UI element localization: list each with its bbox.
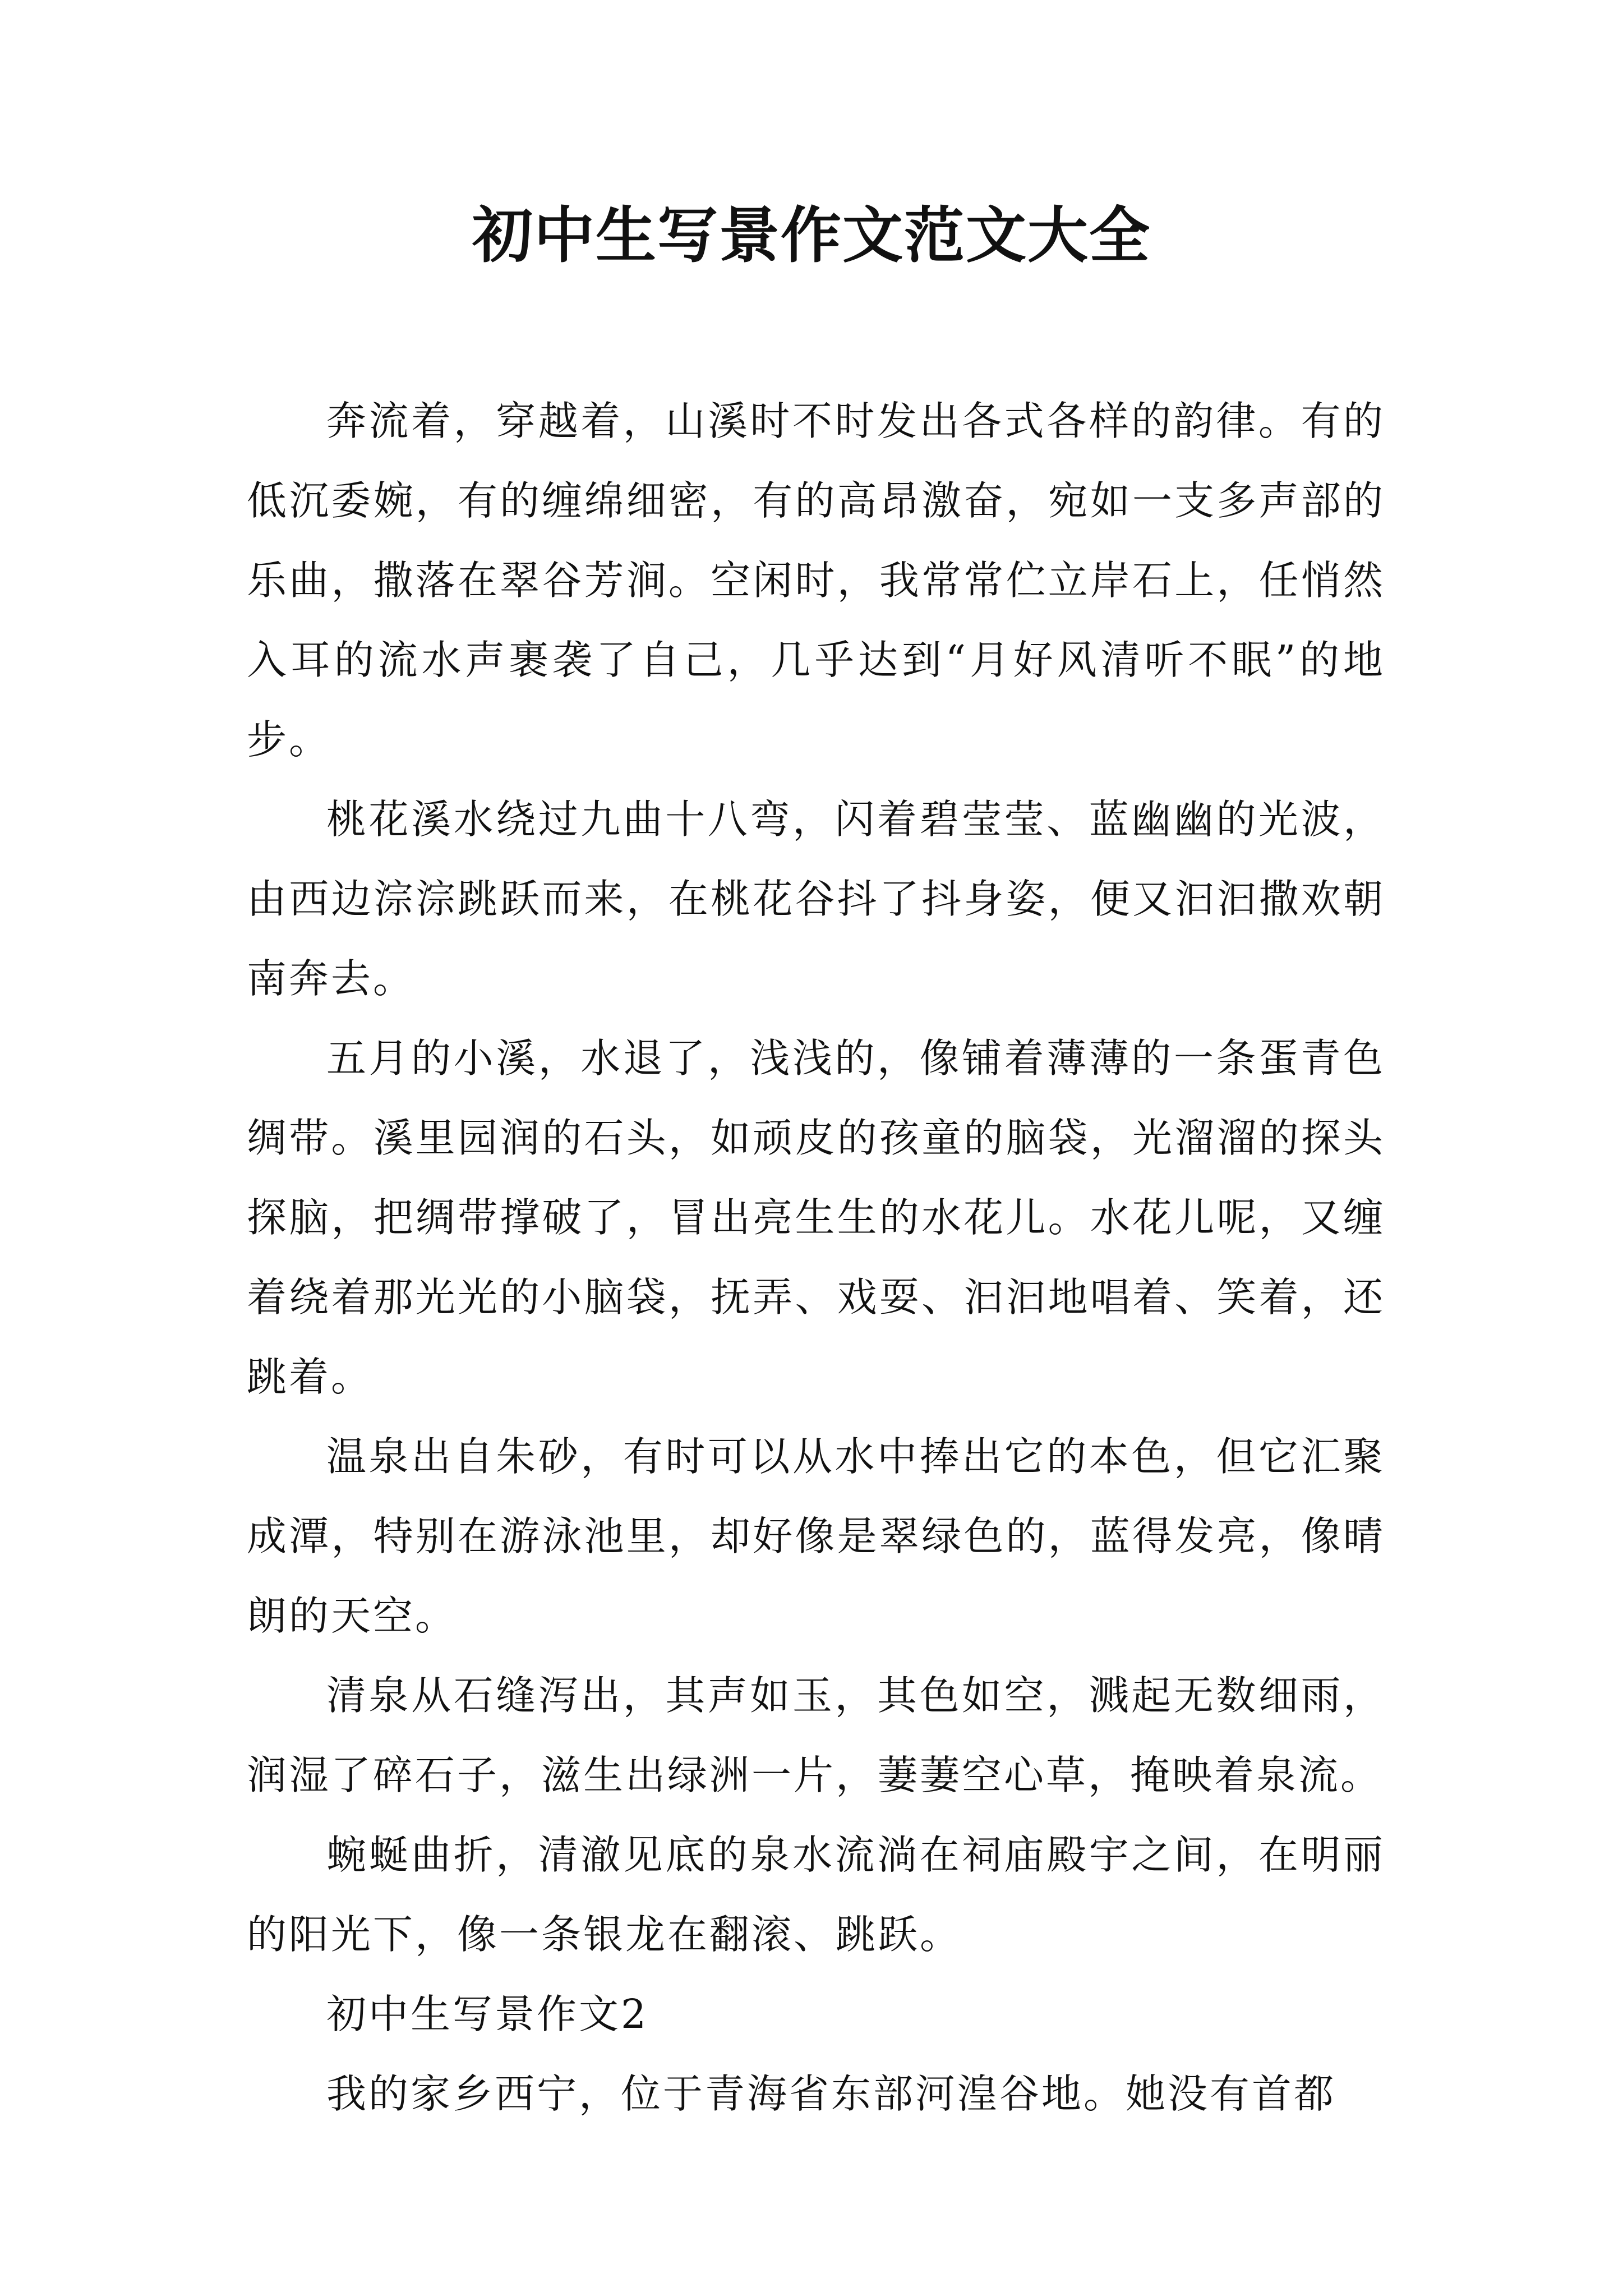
paragraph: 五月的小溪，水退了，浅浅的，像铺着薄薄的一条蛋青色绸带。溪里园润的石头，如顽皮的孩童的脑袋，光溜溜的探头探脑，把绸带撑破了，冒出亮生生的水花儿。水花儿呢，又缠着绕着那光光的小脑袋，抚弄、戏耍、汩汩地唱着、笑着，还跳着。 [247, 1035, 1385, 1400]
paragraph: 奔流着，穿越着，山溪时不时发出各式各样的韵律。有的低沉委婉，有的缠绵细密，有的高昂激奋，宛如一支多声部的乐曲，撒落在翠谷芳涧。空闲时，我常常伫立岸石上，任悄然入耳的流水声裹袭了自己，几乎达到“月好风清听不眠”的地步。 [247, 398, 1385, 763]
document-body [247, 381, 1385, 2134]
paragraph: 蜿蜒曲折，清澈见底的泉水流淌在祠庙殿宇之间，在明丽的阳光下，像一条银龙在翻滚、跳跃。 [247, 1832, 1385, 1958]
paragraph: 桃花溪水绕过九曲十八弯，闪着碧莹莹、蓝幽幽的光波，由西边淙淙跳跃而来，在桃花谷抖了抖身姿，便又汩汩撒欢朝南奔去。 [247, 796, 1385, 1002]
page-title: 初中生写景作文范文大全 [472, 200, 1151, 271]
paragraph: 我的家乡西宁，位于青海省东部河湟谷地。她没有首都 [326, 2070, 1336, 2117]
section-heading: 初中生写景作文2 [326, 1991, 649, 2037]
paragraph: 清泉从石缝泻出，其声如玉，其色如空，溅起无数细雨，润湿了碎石子，滋生出绿洲一片，萋萋空心草，掩映着泉流。 [247, 1672, 1385, 1798]
paragraph: 温泉出自朱砂，有时可以从水中捧出它的本色，但它汇聚成潭，特别在游泳池里，却好像是翠绿色的，蓝得发亮，像晴朗的天空。 [247, 1433, 1385, 1639]
